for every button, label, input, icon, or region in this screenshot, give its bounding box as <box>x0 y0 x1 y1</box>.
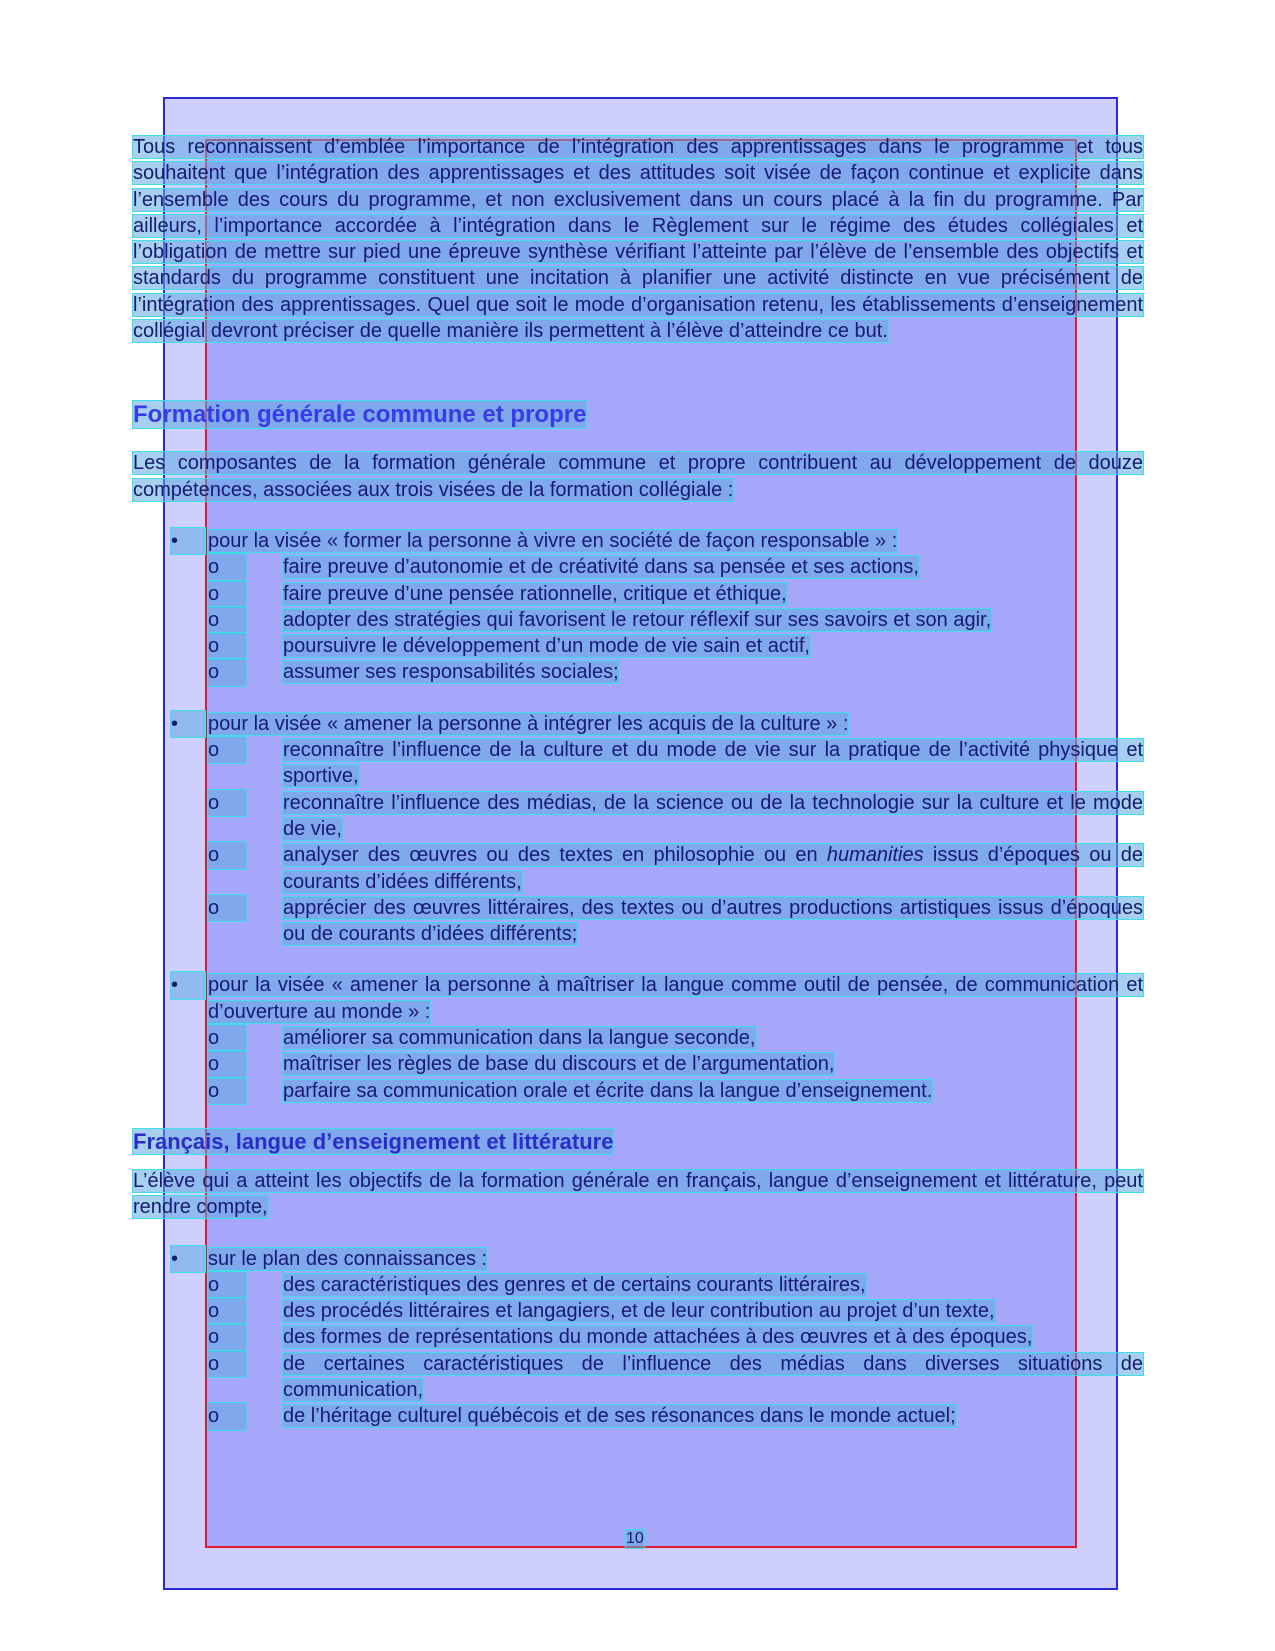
list-item: o des caractéristiques des genres et de certains courants littéraires, <box>208 1272 1143 1298</box>
plan-item: • sur le plan des connaissances : o des caractéristiques des genres et de certains courants littéraires, o des procédés littéraires et langagiers, et de leur contribution au projet d’un texte, o des formes de représentations du monde attachées à des œuvres et à des époques, o de certaines caractéristiques de l’influence des médias dans diverses situations de communication, o de l’héritage culturel québécois et de ses résonances dans le monde actuel; <box>133 1246 1143 1430</box>
circle-bullet-icon: o <box>208 581 246 607</box>
circle-bullet-icon: o <box>208 633 246 659</box>
list-item: o des formes de représentations du monde attachées à des œuvres et à des époques, <box>208 1324 1143 1350</box>
intro-paragraph: Tous reconnaissent d’emblée l’importance de l’intégration des apprentissages dans le programme et tous souhaitent que l’intégration des apprentissages et des attitudes soit visée de façon continue et explicite dans l’ensemble des cours du programme, et non exclusivement dans un cours placé à la fin du programme. Par ailleurs, l’importance accordée à l’intégration dans le Règlement sur le régime des études collégiales et l’obligation de mettre sur pied une épreuve synthèse vérifiant l’atteinte par l’élève de l’ensemble des objectifs et standards du programme constituent une incitation à planifier une activité distincte en vue précisément de l’intégration des apprentissages. Quel que soit le mode d’organisation retenu, les établissements d’enseignement collégial devront préciser de quelle manière ils permettent à l’élève d’atteindre ce but. <box>133 136 1143 343</box>
circle-bullet-icon: o <box>208 1272 246 1298</box>
section-heading-francais: Français, langue d’enseignement et littérature <box>133 1128 614 1154</box>
circle-bullet-icon: o <box>208 1025 246 1051</box>
document-body <box>133 134 1143 1430</box>
visee-list-2 <box>133 711 1143 948</box>
list-item: o maîtriser les règles de base du discours et de l’argumentation, <box>208 1051 1143 1077</box>
bullet-icon: • <box>171 972 205 998</box>
list-item: o reconnaître l’influence de la culture et du mode de vie sur la pratique de l’activité physique et sportive, <box>208 739 1143 788</box>
circle-bullet-icon: o <box>208 607 246 633</box>
list-item: o reconnaître l’influence des médias, de la science ou de la technologie sur la culture et le mode de vie, <box>208 791 1143 840</box>
competence-list <box>208 554 1143 685</box>
list-item: o adopter des stratégies qui favorisent le retour réflexif sur ses savoirs et son agir, <box>208 607 1143 633</box>
list-item: o apprécier des œuvres littéraires, des textes ou d’autres productions artistiques issus d’époques ou de courants d’idées différents; <box>208 896 1143 946</box>
circle-bullet-icon: o <box>208 1078 246 1104</box>
circle-bullet-icon: o <box>208 1298 246 1324</box>
list-item: o parfaire sa communication orale et écrite dans la langue d’enseignement. <box>208 1078 1143 1104</box>
section1-paragraph: Les composantes de la formation générale commune et propre contribuent au développement de douze compétences, associées aux trois visées de la formation collégiale : <box>133 452 1143 501</box>
competence-list <box>208 737 1143 947</box>
list-item: o poursuivre le développement d’un mode de vie sain et actif, <box>208 633 1143 659</box>
visee-item: • pour la visée « former la personne à vivre en société de façon responsable » : o faire preuve d’autonomie et de créativité dans sa pensée et ses actions, o faire preuve d’une pensée rationnelle, critique et éthique, o adopter des stratégies qui favorisent le retour réflexif sur ses savoirs et son agir, o poursuivre le développement d’un mode de vie sain et actif, o assumer ses responsabilités sociales; <box>133 528 1143 686</box>
humanities-item: analyser des œuvres ou des textes en philosophie ou en humanities issus d’époques ou de courants d’idées différents, <box>283 844 1143 893</box>
bullet-icon: • <box>171 528 205 554</box>
circle-bullet-icon: o <box>208 842 246 868</box>
circle-bullet-icon: o <box>208 659 246 685</box>
circle-bullet-icon: o <box>208 554 246 580</box>
circle-bullet-icon: o <box>208 1351 246 1377</box>
list-item: o faire preuve d’une pensée rationnelle, critique et éthique, <box>208 581 1143 607</box>
list-item: o améliorer sa communication dans la langue seconde, <box>208 1025 1143 1051</box>
connaissances-list <box>133 1246 1143 1430</box>
list-item: o de certaines caractéristiques de l’influence des médias dans diverses situations de communication, <box>208 1352 1143 1401</box>
section2-paragraph: L’élève qui a atteint les objectifs de la formation générale en français, langue d’enseignement et littérature, peut rendre compte, <box>133 1169 1143 1219</box>
list-item: o assumer ses responsabilités sociales; <box>208 659 1143 685</box>
visee-list-1 <box>133 528 1143 686</box>
list-item: o faire preuve d’autonomie et de créativité dans sa pensée et ses actions, <box>208 554 1143 580</box>
page-number: 10 <box>626 1530 644 1547</box>
circle-bullet-icon: o <box>208 1324 246 1350</box>
circle-bullet-icon: o <box>208 790 246 816</box>
list-item <box>208 842 1143 895</box>
list-item: o des procédés littéraires et langagiers, et de leur contribution au projet d’un texte, <box>208 1298 1143 1324</box>
bullet-icon: • <box>171 1246 205 1272</box>
circle-bullet-icon: o <box>208 1403 246 1429</box>
italic-term: humanities <box>826 844 924 867</box>
competence-list <box>208 1025 1143 1104</box>
bullet-icon: • <box>171 711 205 737</box>
circle-bullet-icon: o <box>208 737 246 763</box>
visee-list-3 <box>133 972 1143 1103</box>
circle-bullet-icon: o <box>208 1051 246 1077</box>
circle-bullet-icon: o <box>208 895 246 921</box>
connaissance-items <box>208 1272 1143 1430</box>
list-item: o de l’héritage culturel québécois et de ses résonances dans le monde actuel; <box>208 1403 1143 1429</box>
visee-item: • pour la visée « amener la personne à intégrer les acquis de la culture » : o reconnaître l’influence de la culture et du mode de vie sur la pratique de l’activité physique et sportive, o reconnaître l’influence des médias, de la science ou de la technologie sur la culture et le mode de vie, o analyser des œuvres ou des textes en philosophie ou en humanities issus d’époques ou de courants d’idées différents, o apprécier des œuvres littéraires, des textes ou d’autres productions artistiques issus d’époques ou de courants d’idées différents; <box>133 711 1143 948</box>
section-heading-formation-generale: Formation générale commune et propre <box>133 401 587 429</box>
visee-item: • pour la visée « amener la personne à maîtriser la langue comme outil de pensée, de communication et d’ouverture au monde » : o améliorer sa communication dans la langue seconde, o maîtriser les règles de base du discours et de l’argumentation, o parfaire sa communication orale et écrite dans la langue d’enseignement. <box>133 972 1143 1103</box>
